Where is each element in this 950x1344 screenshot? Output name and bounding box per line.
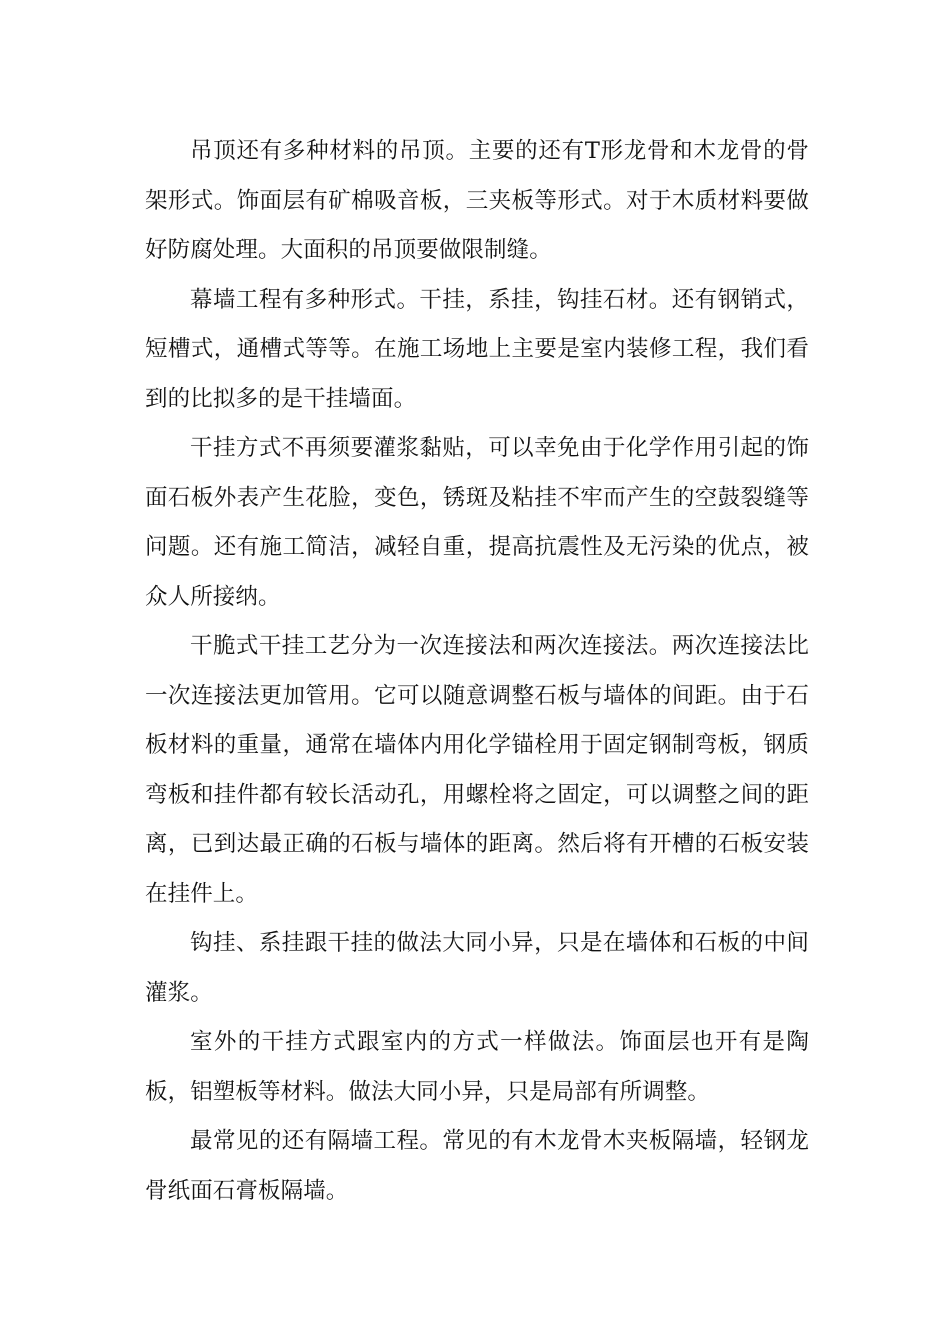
paragraph-ceiling: 吊顶还有多种材料的吊顶。主要的还有T形龙骨和木龙骨的骨架形式。饰面层有矿棉吸音板，三夹板等形式。对于木质材料要做好防腐处理。大面积的吊顶要做限制缝。	[145, 138, 809, 263]
paragraph-hook-hanging: 钩挂、系挂跟干挂的做法大同小异，只是在墙体和石板的中间灌浆。	[145, 930, 809, 1006]
paragraph-partition-wall: 最常见的还有隔墙工程。常见的有木龙骨木夹板隔墙，轻钢龙骨纸面石膏板隔墙。	[145, 1128, 809, 1204]
paragraph-dry-hanging-advantages: 干挂方式不再须要灌浆黏贴，可以幸免由于化学作用引起的饰面石板外表产生花脸，变色，锈斑及粘挂不牢而产生的空鼓裂缝等问题。还有施工简洁，减轻自重，提高抗震性及无污染的优点，被众人所接纳。	[145, 435, 809, 610]
paragraph-curtain-wall: 幕墙工程有多种形式。干挂，系挂，钩挂石材。还有钢销式，短槽式，通槽式等等。在施工场地上主要是室内装修工程，我们看到的比拟多的是干挂墙面。	[145, 286, 809, 412]
paragraph-exterior: 室外的干挂方式跟室内的方式一样做法。饰面层也开有是陶板，铝塑板等材料。做法大同小异，只是局部有所调整。	[145, 1029, 809, 1105]
paragraph-dry-hanging-process: 干脆式干挂工艺分为一次连接法和两次连接法。两次连接法比一次连接法更加管用。它可以随意调整石板与墙体的间距。由于石板材料的重量，通常在墙体内用化学锚栓用于固定钢制弯板，钢质弯板和挂件都有较长活动孔，用螺栓将之固定，可以调整之间的距离，已到达最正确的石板与墙体的距离。然后将有开槽的石板安装在挂件上。	[145, 633, 809, 907]
document-body	[145, 127, 809, 1216]
